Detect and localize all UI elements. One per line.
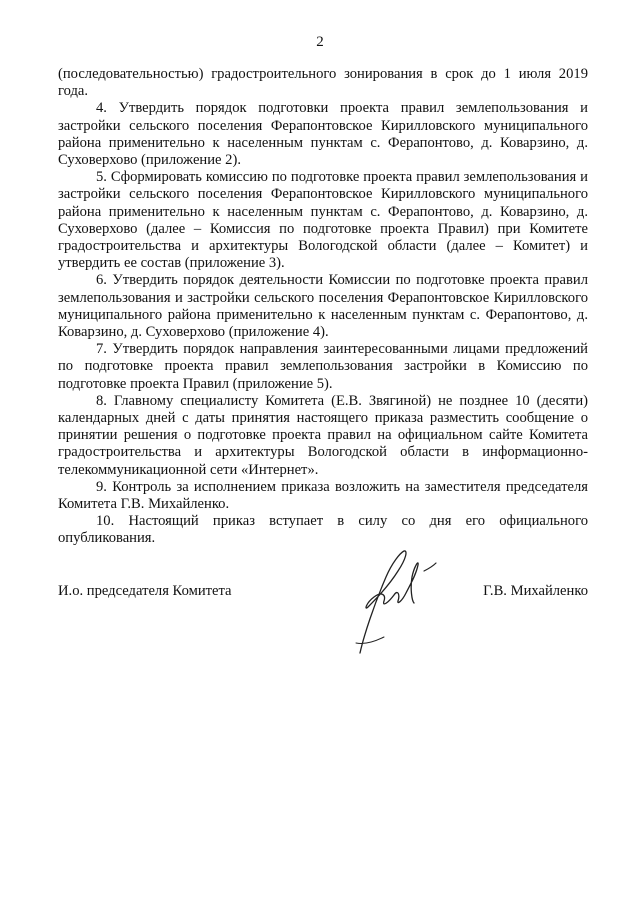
handwritten-signature [340, 545, 450, 660]
signatory-position: И.о. председателя Комитета [58, 583, 232, 599]
paragraph-item-5: 5. Сформировать комиссию по подготовке проекта правил землепользования и застройки сельского поселения Ферапонтовское Кирилловского муниципального района применительно к населенным пунктам с. Ферапонтово, д. Коварзино, д. Суховерхово (далее – Комиссия по подготовке проекта Правил) при Комитете градостроительства и архитектуры Вологодской области (далее – Комитет) и утвердить ее состав (приложение 3). [58, 169, 588, 272]
paragraph-item-4: 4. Утвердить порядок подготовки проекта правил землепользования и застройки сельского поселения Ферапонтовское Кирилловского муниципального района применительно к населенным пунктам с. Ферапонтово, д. Коварзино, д. Суховерхово (приложение 2). [58, 100, 588, 169]
paragraph-continuation: (последовательностью) градостроительного зонирования в срок до 1 июля 2019 года. [58, 66, 588, 100]
signatory-name: Г.В. Михайленко [483, 583, 588, 599]
document-body [58, 66, 588, 548]
paragraph-item-6: 6. Утвердить порядок деятельности Комиссии по подготовке проекта правил землепользования и застройки сельского поселения Ферапонтовское Кирилловского муниципального района применительно к населенным пунктам с. Ферапонтово, д. Коварзино, д. Суховерхово (приложение 4). [58, 272, 588, 341]
paragraph-item-9: 9. Контроль за исполнением приказа возложить на заместителя председателя Комитета Г.В. Михайленко. [58, 478, 588, 513]
page-number: 2 [316, 34, 324, 50]
paragraph-item-7: 7. Утвердить порядок направления заинтересованными лицами предложений по подготовке проекта правил землепользования застройки в Комиссию по подготовке проекта Правил (приложение 5). [58, 341, 588, 392]
paragraph-item-10: 10. Настоящий приказ вступает в силу со дня его официального опубликования. [58, 513, 588, 547]
paragraph-item-8: 8. Главному специалисту Комитета (Е.В. Звягиной) не позднее 10 (десяти) календарных дней с даты принятия настоящего приказа разместить сообщение о принятии решения о подготовке проекта правил на официальном сайте Комитета градостроительства и архитектуры Вологодской области в информационно-телекоммуникационной сети «Интернет». [58, 392, 588, 478]
